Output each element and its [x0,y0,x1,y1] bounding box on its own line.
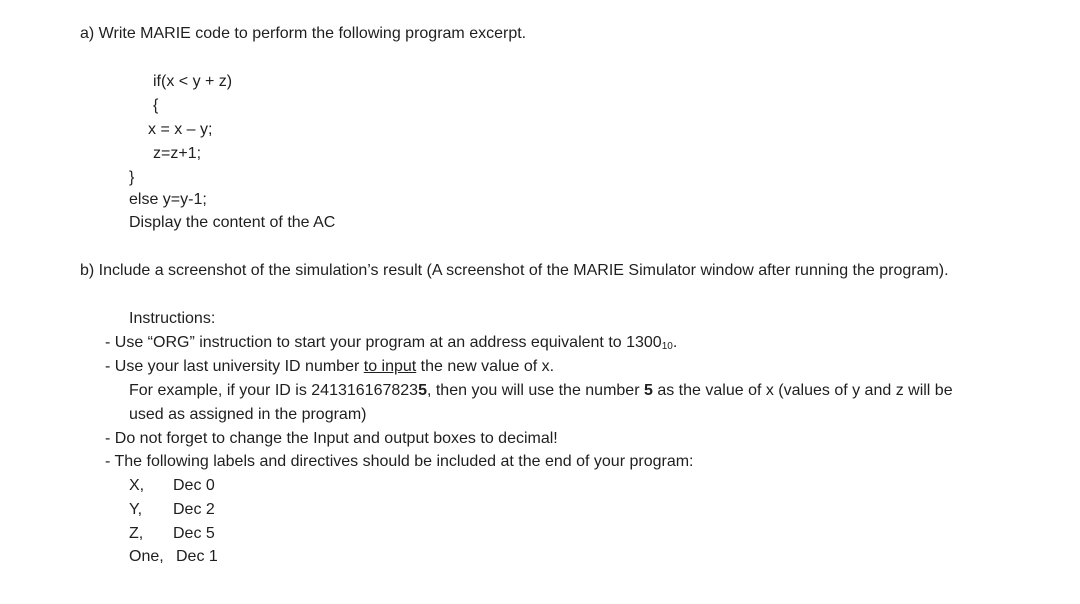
instructions-title: Instructions: [129,310,216,327]
directive-label: Y, [129,501,143,518]
example-post: as the value of x (values of y and z will be [652,382,953,399]
directive-value: Dec 2 [173,501,215,518]
instruction-decimal: - Do not forget to change the Input and output boxes to decimal! [105,430,558,447]
instruction-id [105,357,554,377]
example-bold-digit: 5 [418,382,427,399]
instruction-example [129,381,953,401]
code-stmt-z: z=z+1; [153,145,202,162]
instruction-labels: - The following labels and directives should be included at the end of your program: [105,453,694,470]
directive-label: Z, [129,525,144,542]
code-close-brace: } [129,169,135,186]
directive-value: Dec 0 [173,477,215,494]
part-a-heading: a) Write MARIE code to perform the following program excerpt. [80,25,527,42]
instruction-id-rest: the new value of x. [416,358,555,375]
instruction-org [105,333,677,355]
instruction-id-underline: to input [363,358,417,375]
instruction-org-text: - Use “ORG” instruction to start your program at an address equivalent to 1300 [105,334,662,351]
directive-value: Dec 1 [176,548,218,565]
directive-label: One, [129,548,164,565]
example-text: For example, if your ID is 241316167823 [129,382,419,399]
code-if-line: if(x < y + z) [153,73,233,90]
code-display-line: Display the content of the AC [129,214,336,231]
example-bold-value: 5 [643,382,653,399]
instruction-example-cont: used as assigned in the program) [129,406,367,423]
example-mid: , then you will use the number [426,382,644,399]
instruction-org-subscript: 10 [661,341,673,352]
code-stmt-x: x = x – y; [148,121,213,138]
directive-label: X, [129,477,145,494]
instruction-id-text: - Use your last university ID number [105,358,364,375]
code-else-line: else y=y-1; [129,191,207,208]
code-open-brace: { [153,97,159,114]
directive-value: Dec 5 [173,525,215,542]
instruction-org-period: . [672,334,678,351]
part-b-heading: b) Include a screenshot of the simulation’s result (A screenshot of the MARIE Simulator window after running the program). [80,262,949,279]
